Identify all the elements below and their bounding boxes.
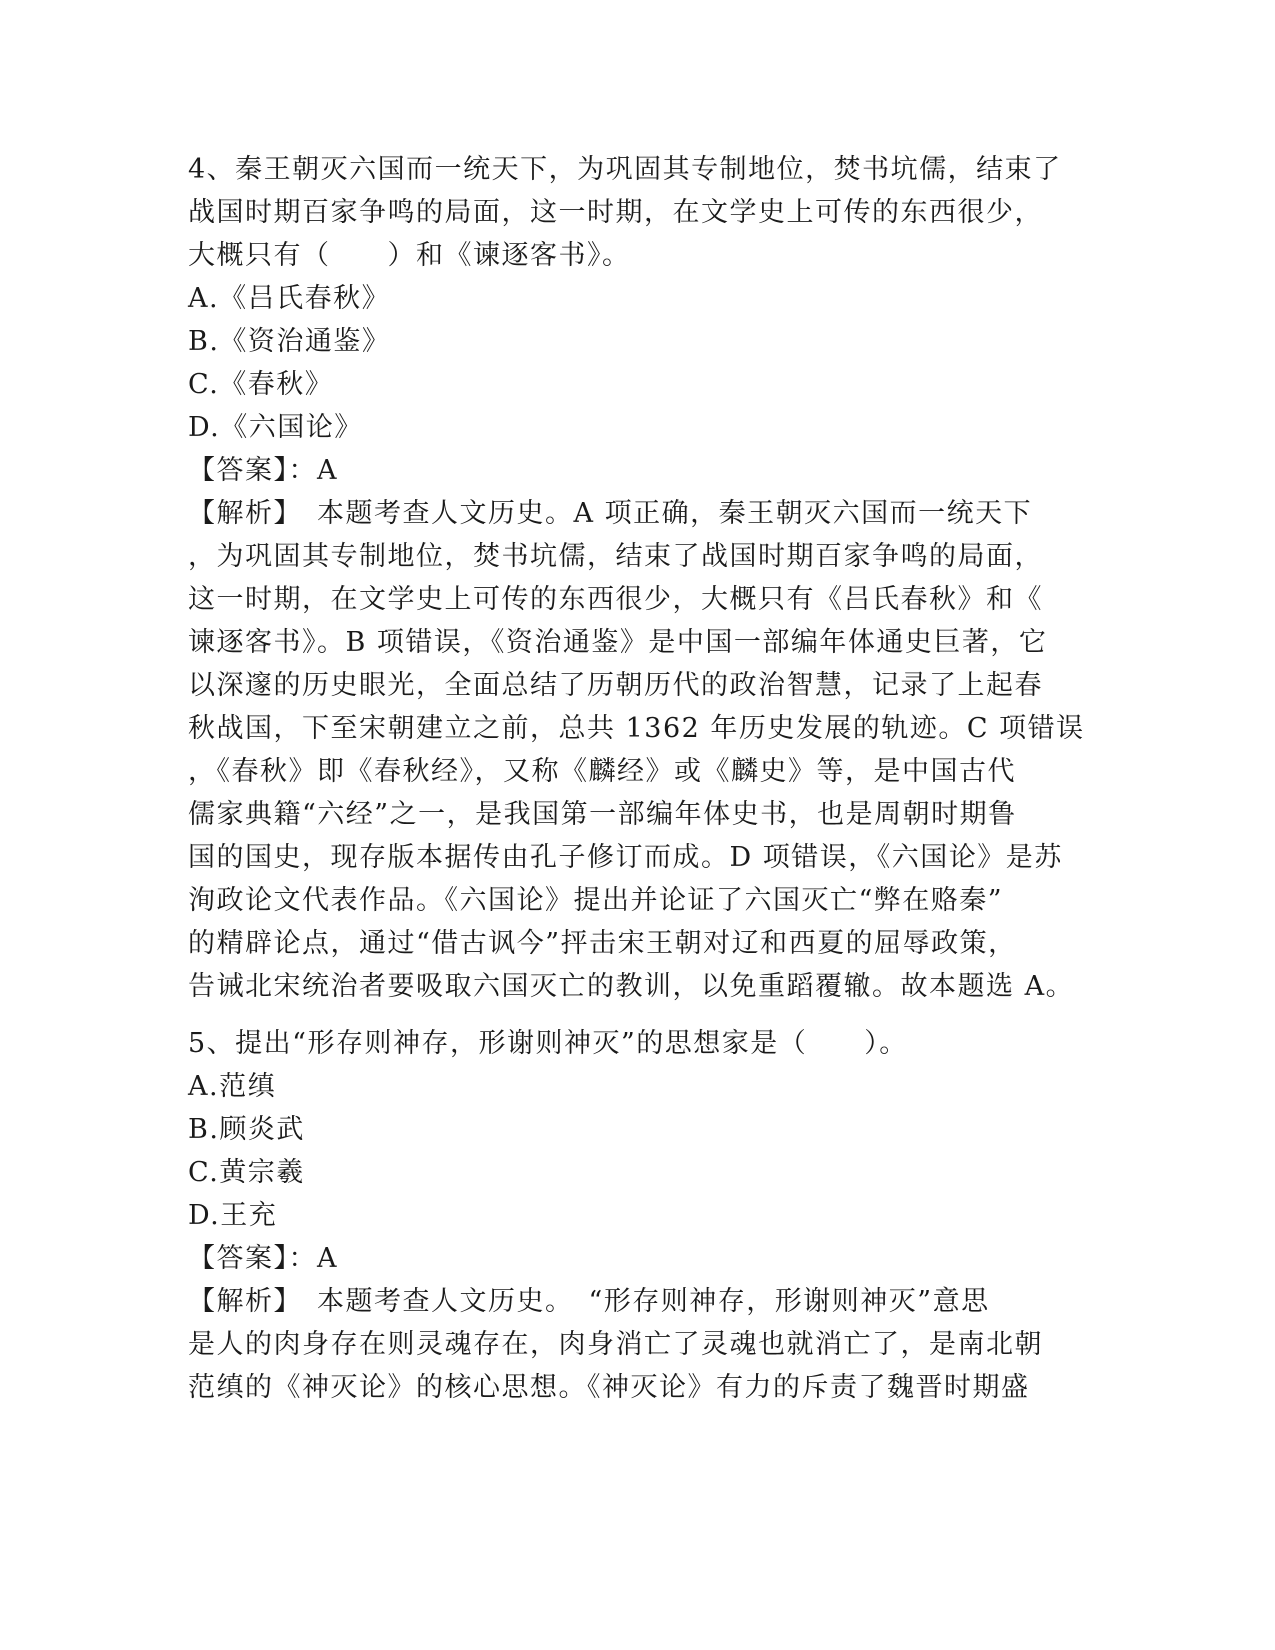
question-stem-line: 大概只有（ ）和《谏逐客书》。 [188, 240, 631, 271]
option-b: B.《资治通鉴》 [188, 326, 391, 357]
question-stem-line: 5、提出“形存则神存，形谢则神灭”的思想家是（ ）。 [188, 1028, 908, 1059]
option-d: D.王充 [188, 1200, 278, 1231]
analysis-line: 是人的肉身存在则灵魂存在，肉身消亡了灵魂也就消亡了，是南北朝 [188, 1329, 1043, 1360]
analysis-line: 【解析】 本题考查人文历史。A 项正确，秦王朝灭六国而一统天下 [188, 498, 1033, 529]
analysis-line: 洵政论文代表作品。《六国论》提出并论证了六国灭亡“弊在赂秦” [188, 885, 1004, 916]
analysis-line: ，为巩固其专制地位，焚书坑儒，结束了战国时期百家争鸣的局面， [188, 541, 1043, 572]
analysis-line: 国的国史，现存版本据传由孔子修订而成。D 项错误，《六国论》是苏 [188, 842, 1063, 873]
analysis-line: 的精辟论点，通过“借古讽今”抨击宋王朝对辽和西夏的屈辱政策， [188, 928, 1017, 959]
option-a: A.范缜 [188, 1071, 277, 1102]
question-5 [188, 1022, 1088, 1409]
analysis-line: 这一时期，在文学史上可传的东西很少，大概只有《吕氏春秋》和《 [188, 584, 1043, 615]
analysis-line: ，《春秋》即《春秋经》，又称《麟经》或《麟史》等，是中国古代 [188, 756, 1016, 787]
answer-line: 【答案】：A [188, 455, 338, 486]
question-stem-line: 战国时期百家争鸣的局面，这一时期，在文学史上可传的东西很少， [188, 197, 1043, 228]
option-d: D.《六国论》 [188, 412, 363, 443]
analysis-line: 谏逐客书》。B 项错误，《资治通鉴》是中国一部编年体通史巨著，它 [188, 627, 1048, 658]
analysis-line: 秋战国，下至宋朝建立之前，总共 1362 年历史发展的轨迹。C 项错误 [188, 713, 1085, 744]
analysis-line: 范缜的《神灭论》的核心思想。《神灭论》有力的斥责了魏晋时期盛 [188, 1372, 1030, 1403]
option-c: C.黄宗羲 [188, 1157, 305, 1188]
option-c: C.《春秋》 [188, 369, 334, 400]
analysis-line: 儒家典籍“六经”之一，是我国第一部编年体史书，也是周朝时期鲁 [188, 799, 1017, 830]
analysis-line: 【解析】 本题考查人文历史。 “形存则神存，形谢则神灭”意思 [188, 1286, 990, 1317]
question-stem-line: 4、秦王朝灭六国而一统天下，为巩固其专制地位，焚书坑儒，结束了 [188, 154, 1062, 185]
option-a: A.《吕氏春秋》 [188, 283, 391, 314]
answer-line: 【答案】：A [188, 1243, 338, 1274]
document-page [188, 148, 1088, 1409]
option-b: B.顾炎武 [188, 1114, 305, 1145]
analysis-line: 告诫北宋统治者要吸取六国灭亡的教训，以免重蹈覆辙。故本题选 A。 [188, 971, 1075, 1002]
analysis-line: 以深邃的历史眼光，全面总结了历朝历代的政治智慧，记录了上起春 [188, 670, 1043, 701]
question-4 [188, 148, 1088, 1008]
